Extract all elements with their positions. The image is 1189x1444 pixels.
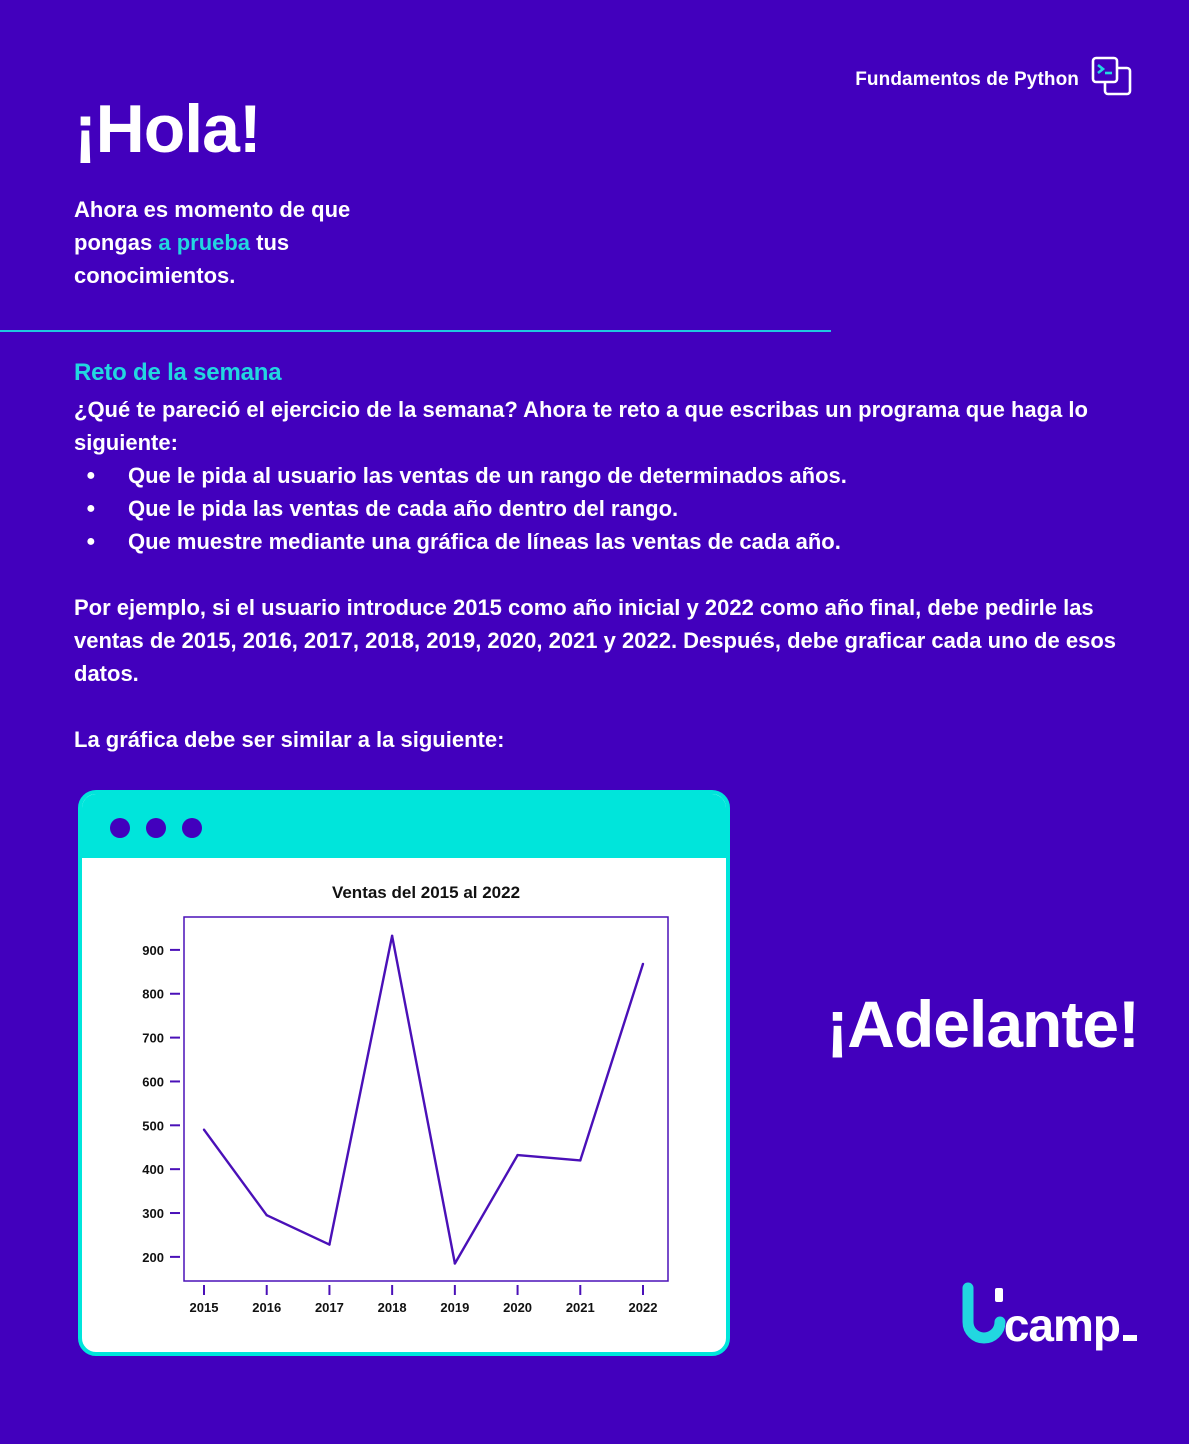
logo-text xyxy=(1003,1299,1137,1351)
y-tick-label: 900 xyxy=(142,942,164,958)
y-tick-label: 700 xyxy=(142,1030,164,1046)
data-point xyxy=(266,1214,268,1216)
intro-text xyxy=(74,193,414,292)
sales-line xyxy=(204,936,643,1264)
logo-word: camp xyxy=(1003,1299,1120,1351)
data-point xyxy=(579,1159,581,1161)
intro-text-accent: a prueba xyxy=(158,230,251,255)
x-tick-label: 2019 xyxy=(440,1300,470,1315)
intro-text-start: Ahora es momento de que pongas xyxy=(74,197,351,255)
section-divider xyxy=(0,330,831,332)
data-point xyxy=(516,1154,518,1156)
closing-text: ¡Adelante! xyxy=(826,987,1139,1061)
challenge-title: Reto de la semana xyxy=(74,359,282,386)
data-point xyxy=(203,1128,205,1130)
y-tick-label: 800 xyxy=(142,986,164,1002)
challenge-example: Por ejemplo, si el usuario introduce 2015 como año inicial y 2022 como año final, debe pedirle las ventas de 2015, 2016, 2017, 2018, 2019, 2020, 2021 y 2022. Después, debe graficar cada uno de esos datos. xyxy=(74,595,1116,686)
chart-title: Ventas del 2015 al 2022 xyxy=(331,883,521,902)
window-title-bar xyxy=(82,794,726,858)
x-tick-label: 2018 xyxy=(377,1300,407,1315)
window-dot xyxy=(182,818,202,838)
window-dot xyxy=(110,818,130,838)
bullet-item: ● Que le pida las ventas de cada año dentro del rango. xyxy=(74,492,1144,525)
page-title: ¡Hola! xyxy=(74,91,261,167)
data-point xyxy=(454,1262,456,1264)
challenge-lead: ¿Qué te pareció el ejercicio de la semana? Ahora te reto a que escribas un programa que haga lo siguiente: xyxy=(74,397,1088,455)
intro-text-end: tus conocimientos. xyxy=(74,230,290,288)
y-tick-label: 500 xyxy=(142,1118,164,1134)
plot-frame xyxy=(184,917,668,1281)
logo-underscore xyxy=(1123,1335,1137,1341)
ucamp-logo xyxy=(960,1282,1137,1351)
chart-window xyxy=(78,790,730,1356)
bullet-item: ● Que le pida al usuario las ventas de un rango de determinados años. xyxy=(74,459,1144,492)
x-tick-label: 2021 xyxy=(565,1300,595,1315)
x-tick-label: 2015 xyxy=(189,1300,219,1315)
data-point xyxy=(642,963,644,965)
x-tick-label: 2017 xyxy=(314,1300,344,1315)
line-chart xyxy=(82,858,726,1352)
challenge-body xyxy=(74,393,1144,756)
challenge-bullets xyxy=(74,459,1144,558)
data-point xyxy=(391,935,393,937)
chart-intro: La gráfica debe ser similar a la siguiente: xyxy=(74,727,505,752)
course-label: Fundamentos de Python xyxy=(855,68,1079,90)
course-header xyxy=(855,56,1133,103)
ucamp-u-icon xyxy=(960,1282,1008,1348)
x-tick-label: 2020 xyxy=(503,1300,533,1315)
data-point xyxy=(328,1243,330,1245)
window-dot xyxy=(146,818,166,838)
y-tick-label: 600 xyxy=(142,1074,164,1090)
y-tick-label: 400 xyxy=(142,1162,164,1178)
bullet-item: ● Que muestre mediante una gráfica de líneas las ventas de cada año. xyxy=(74,525,1144,558)
terminal-icon xyxy=(1091,56,1133,103)
y-tick-label: 200 xyxy=(142,1249,164,1265)
y-tick-label: 300 xyxy=(142,1206,164,1222)
x-tick-label: 2016 xyxy=(252,1300,282,1315)
x-tick-label: 2022 xyxy=(628,1300,658,1315)
